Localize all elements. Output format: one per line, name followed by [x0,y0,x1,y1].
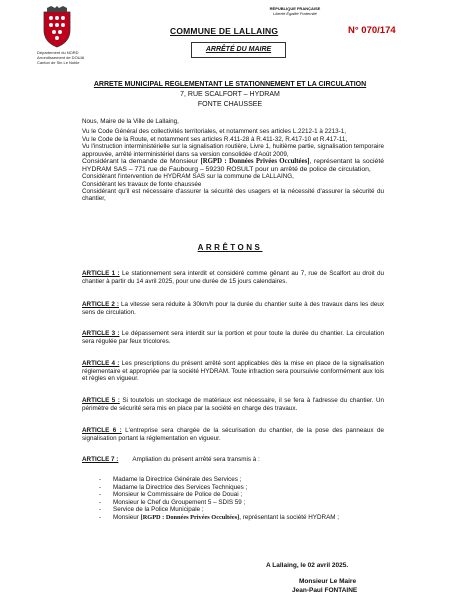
list-item: - Monsieur le Chef du Groupement 5 – SDIS 59 ; [99,498,246,506]
considerant-line: Considérant l'intervention de HYDRAM SAS sur la commune de LALLAING, [82,173,294,181]
list-item: - Madame la Directrice Générale des Services ; [99,476,242,483]
considerant-line: Considérant qu'il est nécessaire d'assurer la sécurité des usagers et la nécessité d'assurer la sécurité du chantier, [82,188,384,203]
preamble-line: Vu le Code Général des collectivités territoriales, et notamment ses articles L.2212-1 à 2213-1, [82,128,347,136]
article-4 [82,360,384,383]
preamble-line: Vu l'instruction interministérielle sur la signalisation routière, Livre 1, huitième partie, signalisation temporaire approuvée, arrêté interministériel dans sa version consolidée d'Août 2009, [82,143,384,158]
republic-motto: Liberté Égalité Fraternité [273,11,317,16]
recipient-text: Madame la Directrice Générale des Services ; [113,476,242,483]
commune-title: COMMUNE DE LALLAING [170,26,279,36]
article-label: ARTICLE 6 : [82,427,122,434]
request-lead: Considérant la demande de Monsieur [82,158,201,166]
article-2 [82,301,384,316]
document-subject: FONTE CHAUSSEE [197,101,263,108]
dept-line-1: Département du NORD [37,50,79,55]
arretons-heading: ARRÊTONS [197,243,263,252]
list-item: - Monsieur [RGPD : Données Privées Occultées], représentant la société HYDRAM ; [99,513,340,521]
preamble [82,118,384,203]
article-7 [82,456,384,464]
article-label: ARTICLE 3 : [82,330,120,337]
arrete-box-title: ARRÊTÉ DU MAIRE [191,42,286,58]
republic-name: RÉPUBLIQUE FRANÇAISE [269,6,321,11]
recipient-lead: Monsieur [113,513,141,521]
article-text: Si toutefois un stockage de matériaux est nécessaire, il se fera à l'adresse du chantier. Un périmètre de sécurité sera mis en place par la société en charge des travaux. [82,397,384,412]
republic-header [240,6,350,16]
department-info [37,50,117,65]
request-paragraph [82,158,384,173]
article-6 [82,427,384,442]
article-text: Ampliation du présent arrêté sera transmis à : [132,456,260,463]
considerant-line: Considérant les travaux de fonte chaussée [82,180,202,188]
preamble-line: Vu le Code de la Route, et notamment ses articles R.411-28 à R.411-32, R.417-10 et R.417-11, [82,135,348,143]
document-address: 7, RUE SCALFORT – HYDRAM [180,91,280,98]
recipient-rest: , représentant la société HYDRAM ; [239,513,340,521]
article-label: ARTICLE 4 : [82,360,120,367]
article-text: La vitesse sera réduite à 30km/h pour la durée du chantier suite à des travaux dans les deux sens de circulation. [82,301,384,316]
list-item: - Service de la Police Municipale ; [99,506,204,514]
list-item: - Monsieur le Commissaire de Police de Douai ; [99,491,243,499]
signatory-name: Jean-Paul FONTAINE [292,587,358,594]
article-text: Les prescriptions du présent arrêté sont applicables dès la mise en place de la signalisation réglementaire et appropriée par la société HYDRAM. Toute infraction sera poursuivie conformément aux lois et règles en vigueur. [82,360,384,383]
dept-line-2: Arrondissement de DOUAI [37,55,85,60]
commune-crest-logo [40,6,74,48]
request-rest: , représentant la société HYDRAM SAS – 771 rue de Faubourg – 59230 ROSULT pour un arrêté de police de circulation, [82,158,384,173]
article-label: ARTICLE 1 : [82,270,120,277]
article-label: ARTICLE 5 : [82,397,120,404]
list-item: - Madame la Directrice des Services Techniques ; [99,483,248,491]
article-text: Le dépassement sera interdit sur la portion et pour toute la durée du chantier. La circulation sera régulée par feux tricolores. [82,330,384,345]
article-3 [82,330,384,345]
article-label: ARTICLE 7 : [82,456,119,463]
signature-date: A Lallaing, le 02 avril 2025. [266,562,349,569]
arrete-number: N° 070/174 [348,25,396,36]
recipient-text: Service de la Police Municipale ; [113,506,204,514]
dept-line-3: Canton de Sin Le Noble [37,60,80,65]
article-text: L'entreprise sera chargée de la sécurisation du chantier, de la pose des panneaux de signalisation portant la réglementation en vigueur. [82,427,384,442]
article-label: ARTICLE 2 : [82,301,119,308]
redacted-name: [RGPD : Données Privées Occultées] [200,158,310,166]
recipient-text: Monsieur le Commissaire de Police de Douai ; [113,491,243,499]
recipient-text: Madame la Directrice des Services Techniques ; [113,483,248,491]
article-1 [82,270,384,285]
signatory-title: Monsieur Le Maire [299,578,357,585]
recipient-text: Monsieur le Chef du Groupement 5 – SDIS 59 ; [113,498,246,506]
redacted-name: [RGPD : Données Privées Occultées] [140,513,240,521]
recipient-list [99,476,379,522]
article-text: Le stationnement sera interdit et considéré comme gênant au 7, rue de Scalfort au droit du chantier à partir du 14 avril 2025, pour une durée de 15 jours calendaires. [82,270,385,285]
article-5 [82,397,384,412]
preamble-line: Nous, Maire de la Ville de Lallaing, [82,118,179,125]
document-title: ARRETE MUNICIPAL REGLEMENTANT LE STATIONNEMENT ET LA CIRCULATION [93,81,367,88]
